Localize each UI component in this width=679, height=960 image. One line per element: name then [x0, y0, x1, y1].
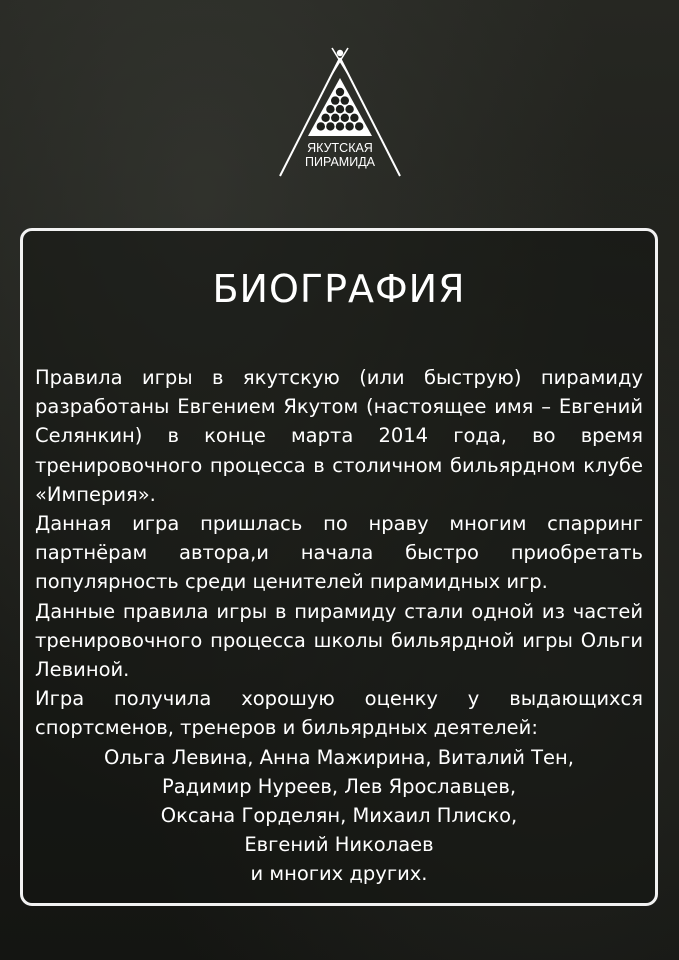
pyramid-logo-icon: [270, 44, 410, 184]
rack-ball-icon: [317, 122, 325, 130]
rack-ball-icon: [326, 122, 334, 130]
rack-ball-icon: [336, 88, 344, 96]
rack-ball-icon: [331, 114, 339, 122]
page-title: БИОГРАФИЯ: [212, 267, 466, 311]
logo-line2: ПИРАМИДА: [304, 155, 376, 169]
rack-ball-icon: [345, 105, 353, 113]
rack-ball-icon: [345, 122, 353, 130]
paragraph: Игра получила хорошую оценку у выдающихся спортсменов, тренеров и бильярдных деятелей:: [35, 687, 643, 740]
biography-text: [35, 363, 643, 889]
rack-ball-icon: [326, 105, 334, 113]
rack-ball-icon: [341, 114, 349, 122]
paragraph: Данная игра пришлась по нраву многим спарринг партнёрам автора,и начала быстро приобретать популярность среди ценителей пирамидных игр.: [35, 512, 643, 594]
logo: [270, 44, 410, 184]
names-line: и многих других.: [250, 862, 428, 886]
paragraph: Правила игры в якутскую (или быструю) пирамиду разработаны Евгением Якутом (настоящее имя – Евгений Селянкин) в конце марта 2014 года, во время тренировочного процесса в столичном бильярдном клубе «Империя».: [35, 366, 643, 506]
rack-ball-icon: [341, 96, 349, 104]
names-line: Ольга Левина, Анна Мажирина, Виталий Тен,: [104, 745, 574, 769]
names-line: Радимир Нуреев, Лев Ярославцев,: [161, 774, 517, 798]
rack-ball-icon: [336, 122, 344, 130]
paragraph: Данные правила игры в пирамиду стали одной из частей тренировочного процесса школы бильярдной игры Ольги Левиной.: [35, 599, 643, 682]
logo-line1: ЯКУТСКАЯ: [307, 141, 373, 155]
biography-card: [20, 228, 658, 906]
rack-ball-icon: [331, 96, 339, 104]
rack-ball-icon: [350, 114, 358, 122]
rack-ball-icon: [355, 122, 363, 130]
rack-ball-icon: [321, 114, 329, 122]
names-line: Оксана Горделян, Михаил Плиско,: [160, 804, 518, 828]
names-line: Евгений Николаев: [244, 833, 434, 857]
rack-ball-icon: [336, 105, 344, 113]
